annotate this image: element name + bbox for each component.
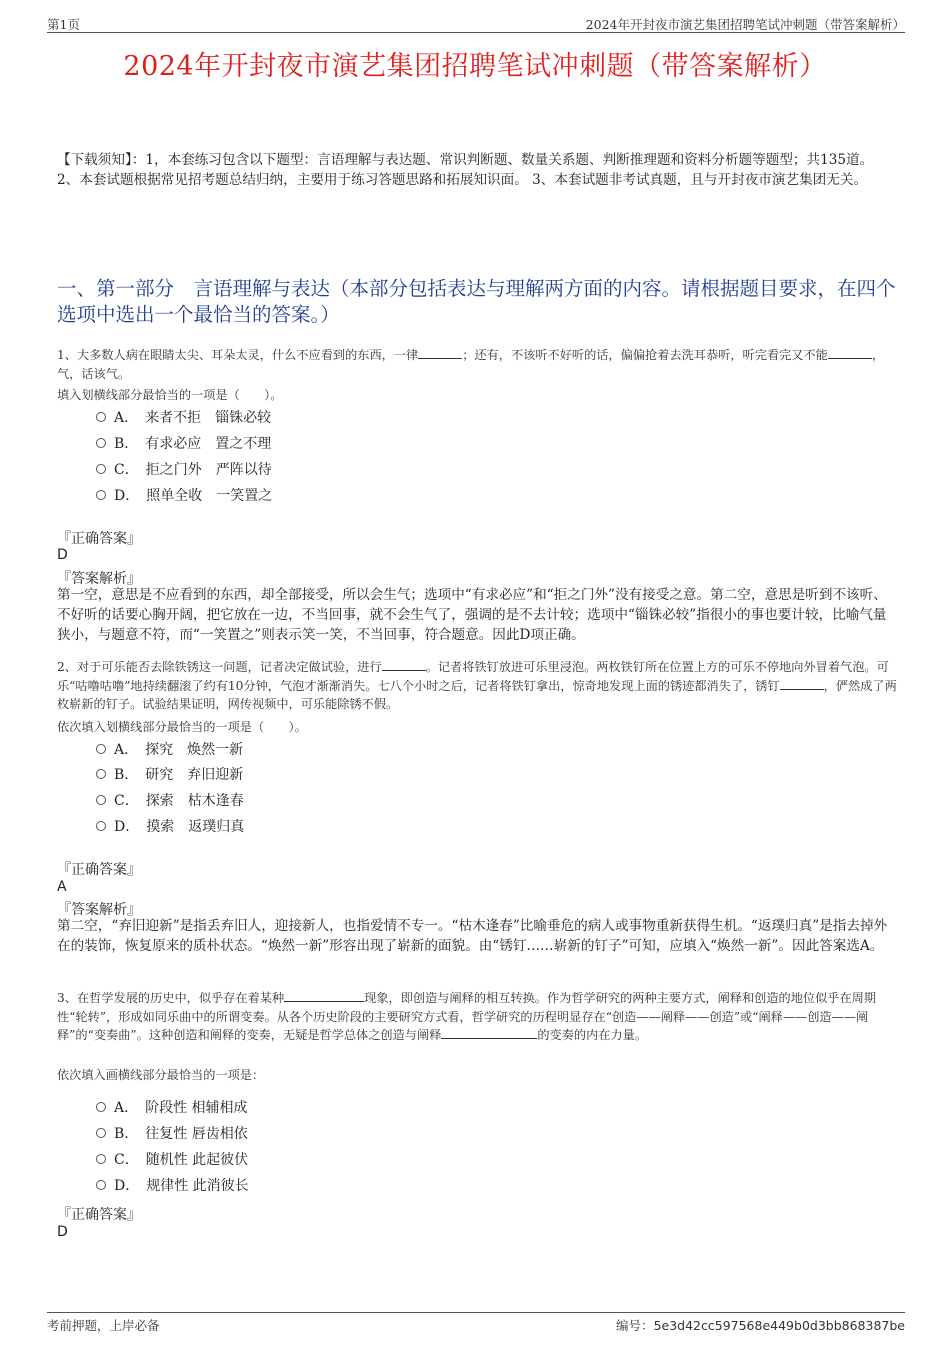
radio-button[interactable] bbox=[96, 490, 106, 500]
question-2-option-a[interactable]: A． 探究 焕然一新 bbox=[96, 740, 243, 760]
radio-button[interactable] bbox=[96, 744, 106, 754]
page-title: 2024年开封夜市演艺集团招聘笔试冲刺题（带答案解析） bbox=[123, 51, 827, 82]
radio-button[interactable] bbox=[96, 464, 106, 474]
question-3-text: 3、在哲学发展的历史中，似乎存在着某种 现象，即创造与阐释的相互转换。作为哲学研究的两种主要方式，阐释和创造的地位似乎在周期性“轮转”，形成如同乐曲中的所谓变奏。从各个历史阶段的主要研究方式看，哲学研究的历程明显存在“创造——阐释——创造”或“阐释——创造——阐释”的“变奏曲”。这种创造和阐释的变奏，无疑是哲学总体之创造与阐释 的变奏的内在力量。 bbox=[57, 991, 877, 1042]
question-3-option-b[interactable]: B． 往复性 唇齿相依 bbox=[96, 1124, 248, 1144]
correct-answer: D bbox=[57, 547, 68, 563]
footer-slogan: 考前押题，上岸必备 bbox=[47, 1318, 160, 1333]
section-title: 一、第一部分 言语理解与表达（本部分包括表达与理解两方面的内容。请根据题目要求，在四个选项中选出一个最恰当的答案。） bbox=[57, 277, 896, 326]
question-3-prompt: 依次填入画横线部分最恰当的一项是： bbox=[57, 1068, 265, 1082]
correct-answer-label: 『正确答案』 bbox=[57, 1207, 141, 1223]
question-1-option-b[interactable]: B． 有求必应 置之不理 bbox=[96, 434, 271, 454]
document-code: 编号：5e3d42cc597568e449b0d3bb868387be bbox=[616, 1318, 905, 1333]
explanation-label: 『答案解析』 bbox=[57, 571, 141, 587]
question-1-option-a[interactable]: A． 来者不拒 锱铢必较 bbox=[96, 408, 271, 428]
explanation-label: 『答案解析』 bbox=[57, 902, 141, 918]
question-1-text: 1、大多数人病在眼睛太尖、耳朵太灵，什么不应看到的东西，一律 ；还有，不该听不好听的话，偏偏抢着去洗耳恭听，听完看完又不能 ，气，话该气。 bbox=[57, 348, 885, 381]
download-notice: 【下载须知】：1，本套练习包含以下题型：言语理解与表达题、常识判断题、数量关系题、判断推理题和资料分析题等题型；共135道。 2、本套试题根据常见招考题总结归纳，主要用于练习答题思路和拓展知识面。 3、本套试题非考试真题，且与开封夜市演艺集团无关。 bbox=[57, 152, 874, 188]
radio-button[interactable] bbox=[96, 769, 106, 779]
page-number: 第1页 bbox=[47, 17, 80, 32]
question-3-option-c[interactable]: C． 随机性 此起彼伏 bbox=[96, 1150, 248, 1170]
radio-button[interactable] bbox=[96, 1102, 106, 1112]
question-1-option-d[interactable]: D． 照单全收 一笑置之 bbox=[96, 486, 272, 506]
header-doc-title: 2024年开封夜市演艺集团招聘笔试冲刺题（带答案解析） bbox=[585, 17, 905, 32]
radio-button[interactable] bbox=[96, 795, 106, 805]
answer-blank bbox=[284, 989, 364, 1002]
radio-button[interactable] bbox=[96, 1154, 106, 1164]
question-2-option-d[interactable]: D． 摸索 返璞归真 bbox=[96, 817, 244, 837]
answer-blank bbox=[418, 346, 462, 359]
correct-answer-label: 『正确答案』 bbox=[57, 531, 141, 547]
answer-blank bbox=[780, 677, 824, 690]
question-2-option-c[interactable]: C． 探索 枯木逢春 bbox=[96, 791, 244, 811]
answer-blank bbox=[828, 346, 872, 359]
question-2-option-b[interactable]: B． 研究 弃旧迎新 bbox=[96, 765, 243, 785]
explanation-text: 第一空，意思是不应看到的东西，却全部接受，所以会生气；选项中“有求必应”和“拒之门外”没有接受之意。第二空，意思是听到不该听、不好听的话要心胸开阔，把它放在一边，不当回事，就不会生气了，强调的是不去计较；选项中“锱铢必较”指很小的事也要计较，比喻气量狭小，与题意不符，而“一笑置之”则表示笑一笑，不当回事，符合题意。因此D项正确。 bbox=[57, 587, 887, 643]
correct-answer: A bbox=[57, 879, 67, 895]
question-2-text: 2、对于可乐能否去除铁锈这一问题，记者决定做试验，进行 。记者将铁钉放进可乐里浸泡。两枚铁钉所在位置上方的可乐不停地向外冒着气泡。可乐“咕噜咕噜”地持续翻滚了约有10分钟，气泡才渐渐消失。七八个小时之后，记者将铁钉拿出，惊奇地发现上面的锈迹都消失了，锈钉 ，俨然成了两枚崭新的钉子。试验结果证明，网传视频中，可乐能除锈不假。 bbox=[57, 660, 897, 711]
explanation-text: 第二空，“弃旧迎新”是指丢弃旧人，迎接新人，也指爱情不专一。“枯木逢春”比喻垂危的病人或事物重新获得生机。“返璞归真”是指去掉外在的装饰，恢复原来的质朴状态。“焕然一新”形容出现了崭新的面貌。由“锈钉……崭新的钉子”可知，应填入“焕然一新”。因此答案选A。 bbox=[57, 918, 888, 954]
radio-button[interactable] bbox=[96, 1180, 106, 1190]
question-3-option-a[interactable]: A． 阶段性 相辅相成 bbox=[96, 1098, 248, 1118]
question-3-option-d[interactable]: D． 规律性 此消彼长 bbox=[96, 1176, 249, 1196]
correct-answer-label: 『正确答案』 bbox=[57, 862, 141, 878]
correct-answer: D bbox=[57, 1224, 68, 1240]
radio-button[interactable] bbox=[96, 438, 106, 448]
radio-button[interactable] bbox=[96, 1128, 106, 1138]
radio-button[interactable] bbox=[96, 821, 106, 831]
page-header bbox=[47, 12, 905, 33]
answer-blank bbox=[441, 1026, 537, 1039]
page-footer bbox=[47, 1312, 905, 1333]
question-1-option-c[interactable]: C． 拒之门外 严阵以待 bbox=[96, 460, 272, 480]
answer-blank bbox=[382, 658, 426, 671]
radio-button[interactable] bbox=[96, 412, 106, 422]
question-1-prompt: 填入划横线部分最恰当的一项是（ ）。 bbox=[57, 388, 283, 402]
question-2-prompt: 依次填入划横线部分最恰当的一项是（ ）。 bbox=[57, 720, 307, 734]
